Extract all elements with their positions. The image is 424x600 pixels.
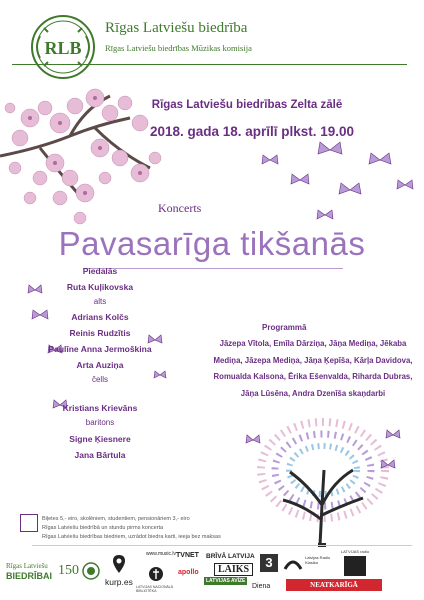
radio-logo-box [344,556,366,576]
anniversary-number: 150 [58,563,79,578]
rlb-sponsor-line2: BIEDRĪBAI [6,571,53,581]
performer-name: Kristians Krievāns [62,403,138,413]
rlb-sponsor-line1: Rīgas Latviešu [6,562,48,570]
performer-name: Arta Auziņa [76,360,124,370]
ltv3-logo-text: 3 [260,554,278,572]
logo-letters: RLB [44,38,82,58]
cut-marker [20,514,38,532]
butterflies-top-illustration [230,140,420,230]
performer-name: Paulīne Anna Jermoškina [48,344,152,354]
ticket-note: Rīgas Latviešu biedrībā un stundu pirms koncerta [42,525,164,531]
performer-name: Ruta Kuļikovska [66,282,134,292]
rlb-small-logo-icon [82,562,100,580]
performer-role: baritons [85,418,115,427]
radio-klasika-logo-text: Latvijas Radio Klasika [305,555,331,565]
neatkariga-logo-text: NEATKARĪGĀ [286,579,382,591]
laiks-logo-text: LAIKS [214,563,253,576]
ticket-note: Rīgas Latviešu biedrības biedriem, uzrādot biedra karti, ieeja bez maksas [42,534,221,540]
org-name: Rīgas Latviešu biedrība [105,20,248,36]
event-kind: Koncerts [158,201,202,215]
butterflies-middle-illustration [140,300,210,420]
program-composers: Jāzepa Vītola, Emīla Dārziņa, Jāņa Mediņa, Jēkaba Mediņa, Jāzepa Mediņa, Jāņa Ķepīša, Kārļa Davidova, Romualda Kalsona, Ērika Ešenvalda, Riharda Dubras, Jāņa Lūsēna, Andra Dzenīša skaņdarbi [213,339,413,398]
performer-name: Jana Bārtula [74,450,126,460]
performer-role: alts [93,297,107,306]
rlb-logo-icon [30,14,96,80]
performer-name: Adrians Kolčs [71,312,129,322]
music-tree-illustration [228,410,408,550]
tvnet-logo-text: TVNET [176,552,199,559]
event-venue: Rīgas Latviešu biedrības Zelta zālē [151,99,343,111]
footer-divider [32,545,412,546]
ticket-note: Biļetes 5,- eiro, skolēniem, studentiem, pensionāriem 3,- eiro [42,516,190,522]
program-heading: Programmā [262,323,307,332]
latvijas-avize-logo-text: LATVIJAS AVĪZE [206,578,246,584]
diena-logo-text: Diena [252,583,271,590]
concert-title: Pavasarīga tikšanās [58,225,366,262]
header-divider [12,64,407,65]
performer-name: Reinis Rudzītis [69,328,131,338]
event-datetime: 2018. gada 18. aprīlī plkst. 19.00 [149,124,355,139]
latvijas-radio-logo-text: LATVIJAS radio [340,549,370,554]
participants-label: Piedalās [82,266,118,276]
music-url: www.music.lv [146,551,177,557]
location-pin-icon [112,554,126,574]
apollo-logo-text: apollo [178,569,199,576]
performer-name: Signe Ķiesnere [69,434,131,444]
org-subtitle: Rīgas Latviešu biedrības Mūzikas komisija [105,43,252,53]
brivalatvija-logo-text: BRĪVĀ LATVIJA [206,553,255,560]
radio-wave-icon [283,555,303,571]
performer-role: čells [91,375,108,384]
library-logo-text: LATVIJAS NACIONĀLĀ BIBLIOTĒKA [136,585,174,593]
kurp-logo-text: kurp.es [105,577,133,587]
music-logo-icon [148,566,164,582]
